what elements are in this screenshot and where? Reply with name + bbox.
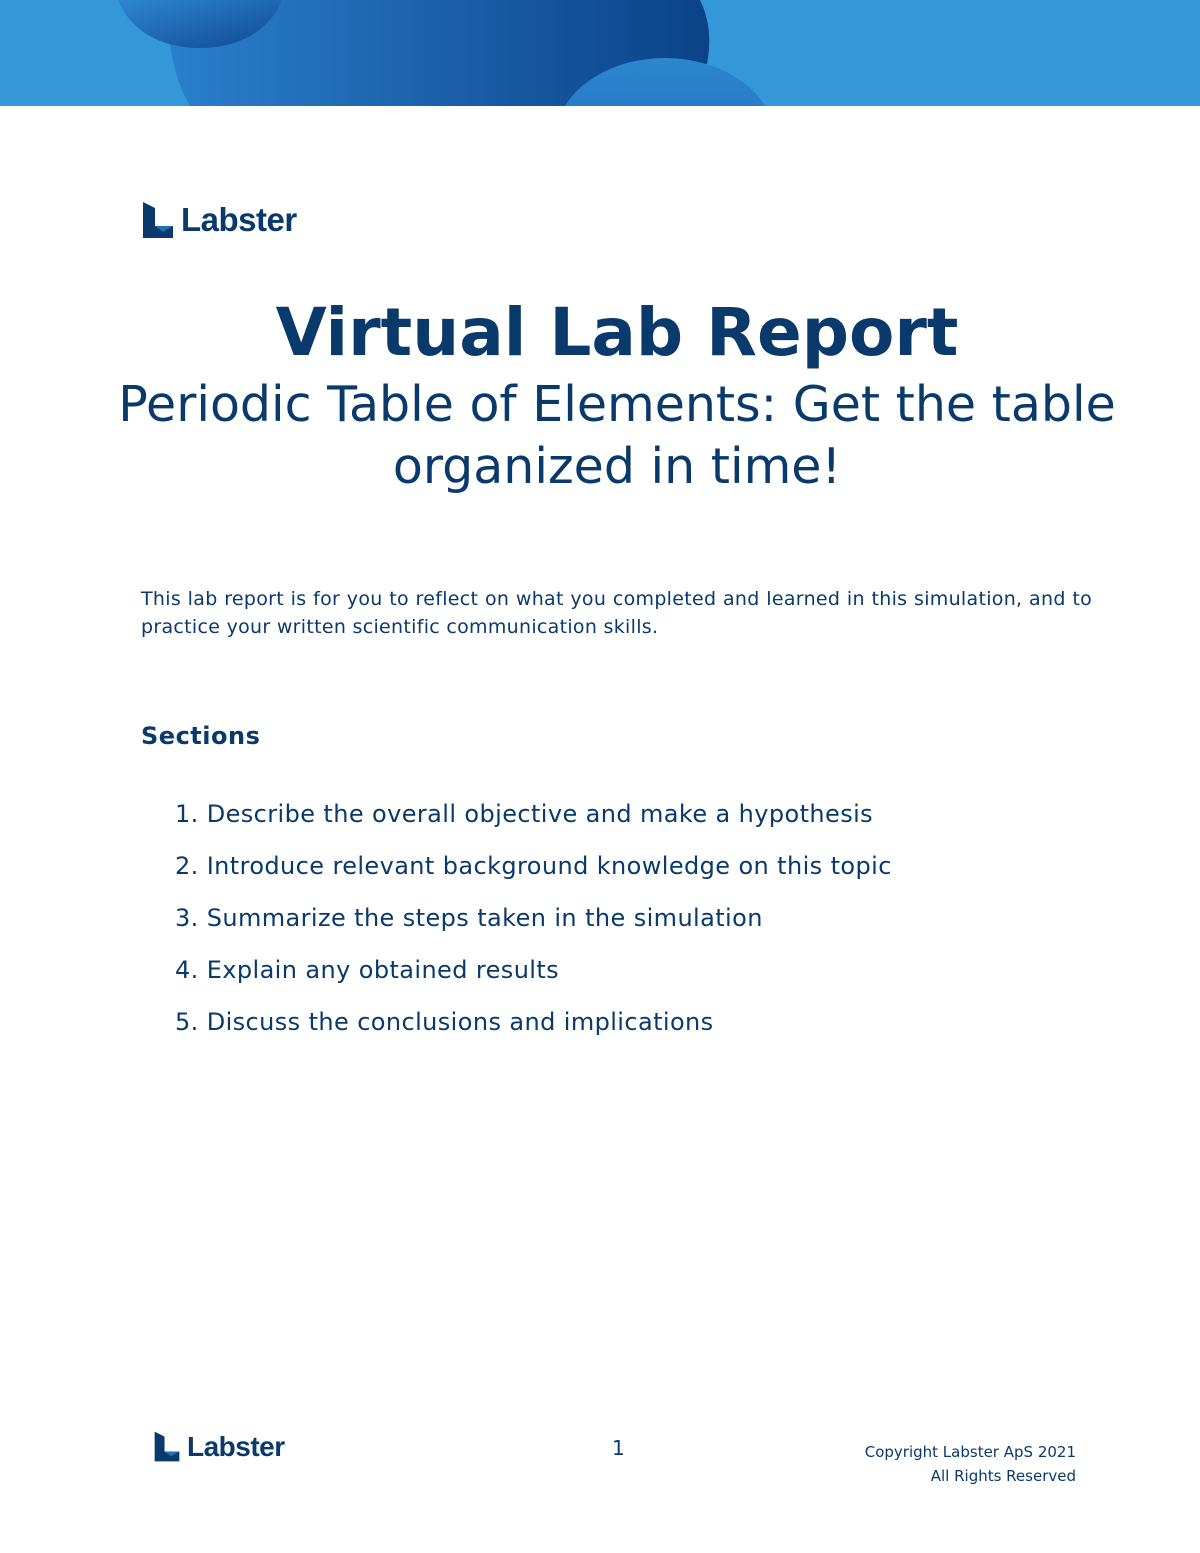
copyright-notice <box>865 1440 1076 1488</box>
list-item <box>175 892 892 944</box>
list-item-text: Summarize the steps taken in the simulation <box>206 904 763 932</box>
list-item-number: 5. <box>175 1008 199 1036</box>
list-item-number: 2. <box>175 852 199 880</box>
labster-logo-header <box>141 200 297 240</box>
list-item-text: Introduce relevant background knowledge on this topic <box>206 852 892 880</box>
rights-line: All Rights Reserved <box>930 1467 1076 1485</box>
document-subtitle: Periodic Table of Elements: Get the table organized in time! <box>118 376 1116 495</box>
list-item-text: Describe the overall objective and make a hypothesis <box>206 800 874 828</box>
intro-paragraph: This lab report is for you to reflect on what you completed and learned in this simulation, and to practice your written scientific communication skills. <box>141 588 1092 638</box>
sections-heading: Sections <box>141 722 261 750</box>
document-title: Virtual Lab Report <box>275 294 959 371</box>
labster-logo-icon <box>141 200 175 240</box>
labster-wordmark: Labster <box>187 1430 285 1462</box>
list-item <box>175 944 892 996</box>
list-item <box>175 996 892 1048</box>
labster-wordmark: Labster <box>181 201 297 238</box>
copyright-line: Copyright Labster ApS 2021 <box>864 1443 1076 1461</box>
list-item-number: 3. <box>175 904 199 932</box>
list-item <box>175 840 892 892</box>
list-item-text: Explain any obtained results <box>206 956 560 984</box>
page-number: 1 <box>612 1436 625 1460</box>
list-item-number: 4. <box>175 956 199 984</box>
sections-list <box>175 788 892 1048</box>
list-item-number: 1. <box>175 800 199 828</box>
header-banner-graphic <box>0 0 1200 106</box>
labster-logo-icon <box>153 1430 181 1463</box>
header-banner <box>0 0 1200 106</box>
labster-logo-footer <box>153 1430 285 1463</box>
title-block <box>100 296 1134 498</box>
list-item <box>175 788 892 840</box>
list-item-text: Discuss the conclusions and implications <box>206 1008 714 1036</box>
